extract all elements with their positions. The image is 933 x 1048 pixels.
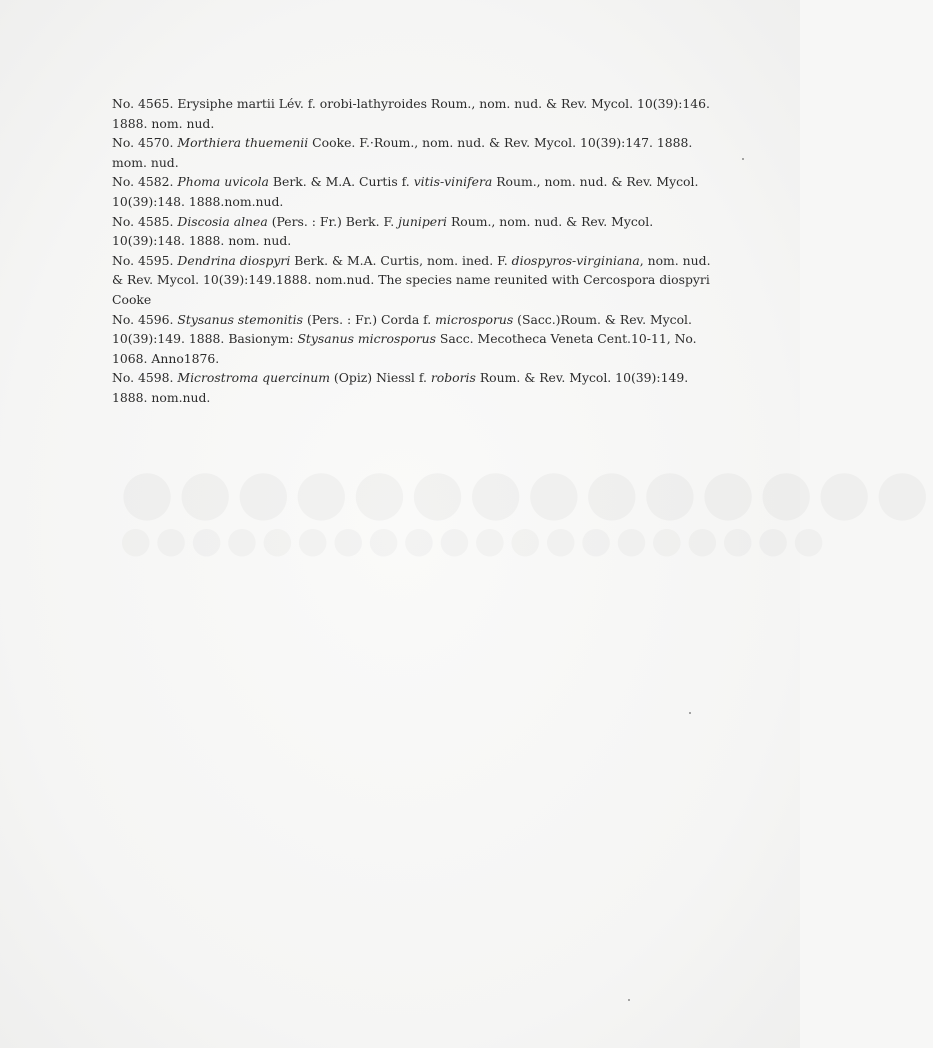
form-epithet: vitis-vinifera bbox=[413, 174, 493, 190]
entry-4582 bbox=[112, 172, 712, 211]
entry-number: No. 4570. bbox=[112, 135, 174, 151]
species-name: Phoma uvicola bbox=[177, 174, 269, 190]
scan-speck bbox=[689, 712, 691, 714]
scan-speck bbox=[628, 999, 630, 1001]
entry-text-end: Roum. & Rev. Mycol. 10(39):149. 1888. nom.nud. bbox=[112, 370, 689, 405]
entry-4565 bbox=[112, 94, 712, 133]
species-name: Stysanus stemonitis bbox=[177, 311, 303, 327]
form-epithet: diospyros-virginiana bbox=[511, 252, 640, 268]
entry-text: (Pers. : Fr.) Corda f. bbox=[303, 311, 436, 327]
entry-number: No. 4598. bbox=[112, 370, 174, 386]
entry-text-end: Roum., nom. nud. & Rev. Mycol. 10(39):148. 1888. nom. nud. bbox=[112, 213, 654, 249]
entry-number: No. 4596. bbox=[112, 311, 174, 327]
entry-text-end: Roum., nom. nud. & Rev. Mycol. 10(39):148. 1888.nom.nud. bbox=[112, 174, 699, 209]
entry-text-mid: (Sacc.)Roum. & Rev. Mycol. 10(39):149. 1888. Basionym: bbox=[112, 311, 692, 347]
scan-speck bbox=[742, 158, 744, 160]
entry-text: (Pers. : Fr.) Berk. F. bbox=[267, 213, 399, 229]
entry-4585 bbox=[112, 212, 712, 251]
form-epithet: juniperi bbox=[398, 213, 447, 229]
entry-text-end: , nom. nud. & Rev. Mycol. 10(39):149.1888. nom.nud. The species name reunited with Cercospora diospyri Cooke bbox=[112, 252, 711, 307]
entry-text: Berk. & M.A. Curtis, nom. ined. F. bbox=[290, 252, 512, 268]
entry-4596 bbox=[112, 310, 712, 369]
form-epithet: microsporus bbox=[435, 311, 514, 327]
entry-number: No. 4585. bbox=[112, 213, 174, 229]
entry-text-end: Sacc. Mecotheca Veneta Cent.10-11, No. 1068. Anno1876. bbox=[112, 331, 697, 366]
entry-list bbox=[112, 94, 712, 408]
bleed-through-shadow: ●●●●●●●●●●●●●● bbox=[120, 455, 933, 528]
entry-text: Cooke. F.·Roum., nom. nud. & Rev. Mycol. 10(39):147. 1888. mom. nud. bbox=[112, 135, 693, 170]
species-name: Microstroma quercinum bbox=[177, 370, 330, 386]
form-epithet: roboris bbox=[430, 370, 476, 386]
entry-4598 bbox=[112, 368, 712, 407]
entry-text: Erysiphe martii Lév. f. orobi-lathyroides Roum., nom. nud. & Rev. Mycol. 10(39):146. 1888. nom. nud. bbox=[112, 96, 710, 131]
species-name: Morthiera thuemenii bbox=[177, 135, 309, 151]
entry-text: Berk. & M.A. Curtis f. bbox=[268, 174, 414, 190]
entry-text: (Opiz) Niessl f. bbox=[329, 370, 431, 386]
entry-number: No. 4595. bbox=[112, 252, 174, 268]
entry-4595 bbox=[112, 251, 712, 310]
basionym-name: Stysanus microsporus bbox=[297, 331, 436, 347]
species-name: Discosia alnea bbox=[177, 213, 268, 229]
entry-number: No. 4565. bbox=[112, 96, 174, 111]
species-name: Dendrina diospyri bbox=[177, 252, 291, 268]
bleed-through-shadow-2: ●●●●●●●●●●●●●●●●●●●● bbox=[120, 520, 829, 561]
entry-4570 bbox=[112, 133, 712, 172]
entry-number: No. 4582. bbox=[112, 174, 174, 190]
